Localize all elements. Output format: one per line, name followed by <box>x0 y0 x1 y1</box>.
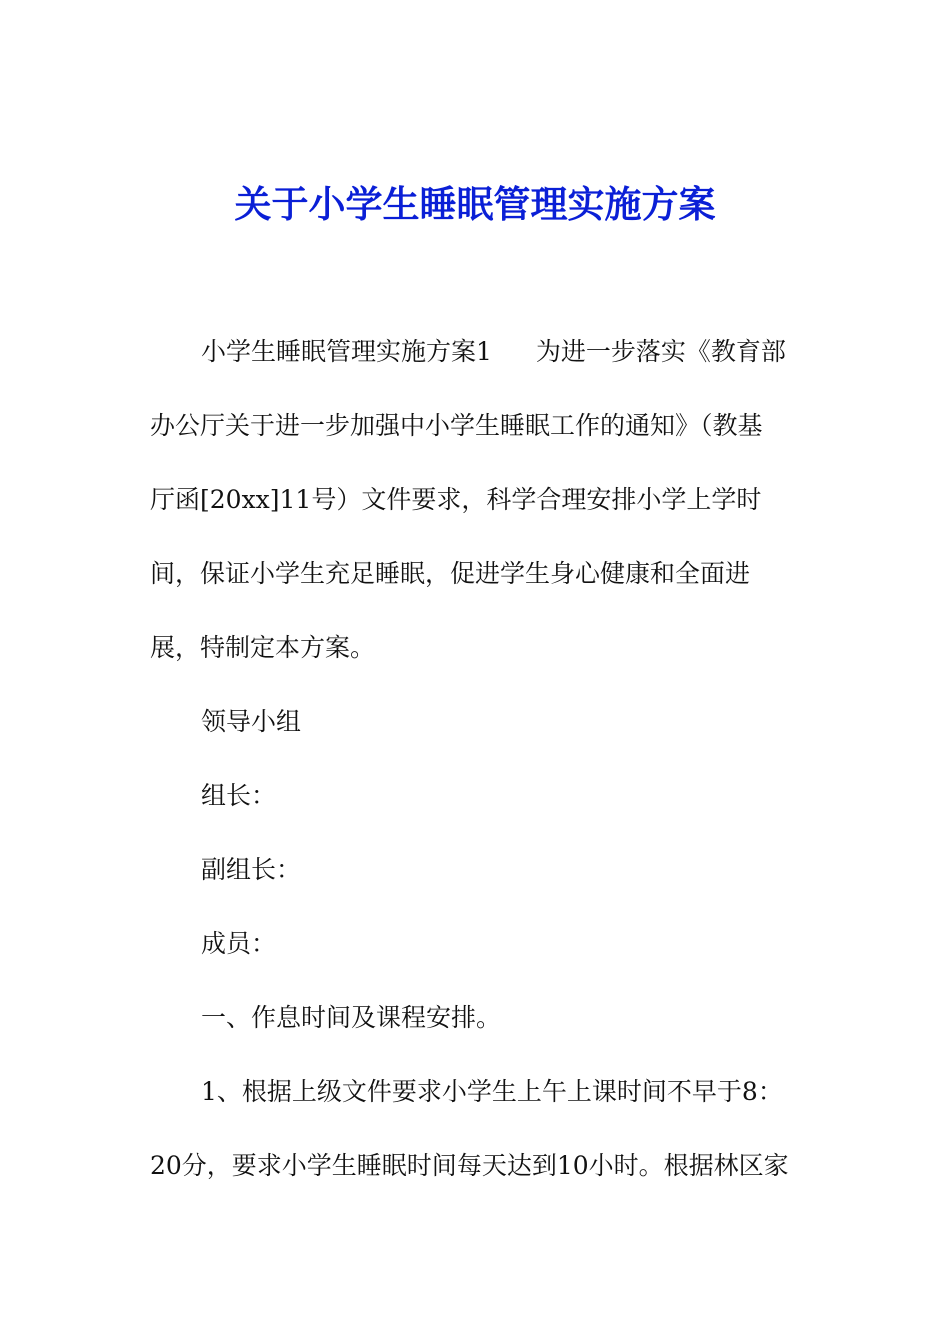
paragraph-line: 办公厅关于进一步加强中小学生睡眠工作的通知》（教基 <box>150 411 763 440</box>
paragraph-line: 20分，要求小学生睡眠时间每天达到10小时。根据林区家 <box>150 1151 789 1180</box>
paragraph-line: 厅函[20xx]11号）文件要求，科学合理安排小学上学时 <box>150 485 762 514</box>
paragraph-line <box>201 334 786 370</box>
section-heading-schedule: 一、作息时间及课程安排。 <box>201 1003 502 1032</box>
paragraph-text: 为进一步落实《教育部 <box>535 337 786 366</box>
field-members: 成员： <box>201 929 277 958</box>
paragraph-line: 展，特制定本方案。 <box>150 633 376 662</box>
section-heading: 小学生睡眠管理实施方案1 <box>201 337 492 366</box>
paragraph-line: 1、根据上级文件要求小学生上午上课时间不早于8： <box>201 1077 783 1106</box>
field-deputy-leader: 副组长： <box>201 855 302 884</box>
document-title: 关于小学生睡眠管理实施方案 <box>234 182 716 226</box>
subheading-leadership-group: 领导小组 <box>201 707 302 736</box>
paragraph-line: 间，保证小学生充足睡眠，促进学生身心健康和全面进 <box>150 559 751 588</box>
field-leader: 组长： <box>201 781 277 810</box>
